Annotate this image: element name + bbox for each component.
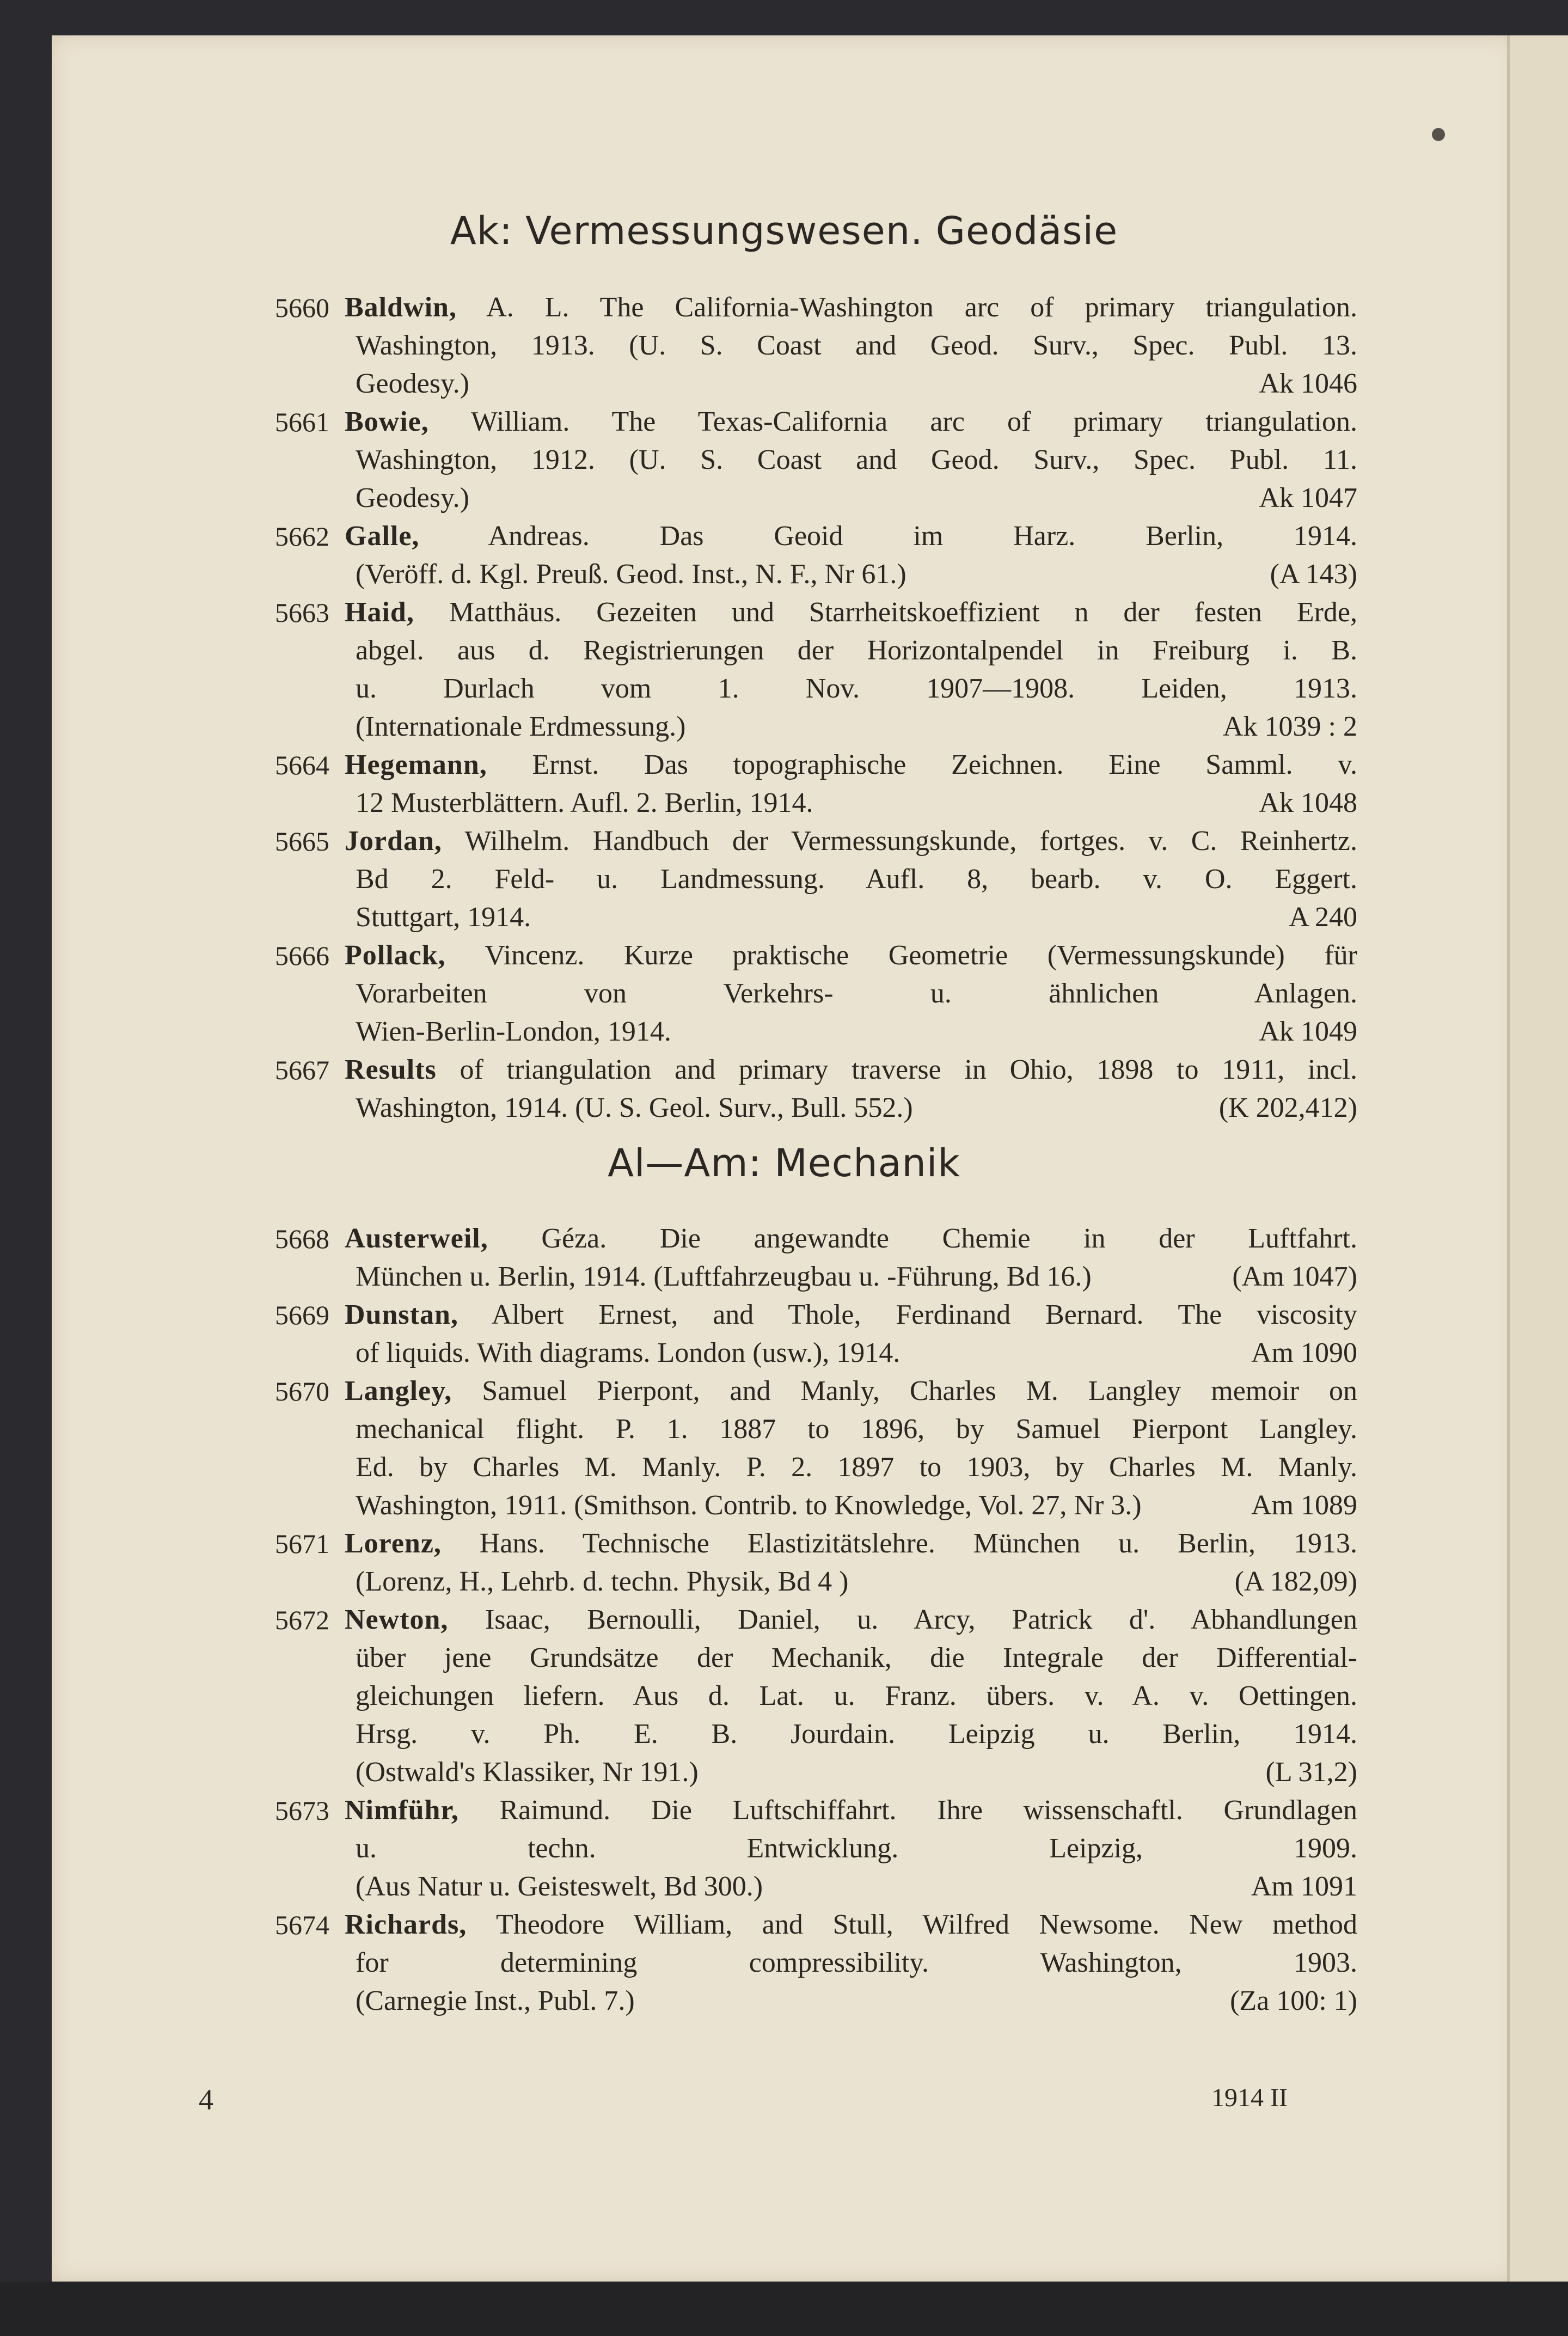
entry-line — [345, 403, 1357, 441]
adjacent-page-edge — [1507, 35, 1568, 2282]
shelf-mark: Ak 1048 — [1259, 787, 1357, 818]
entry-number: 5670 — [275, 1376, 329, 1407]
entry-number: 5663 — [275, 597, 329, 628]
shelf-mark: (Za 100: 1) — [1230, 1985, 1357, 2016]
entry-line — [345, 1525, 1357, 1563]
entry-text: for determining compressibility. Washington, 1903. — [356, 1947, 1357, 1978]
entry-text: Isaac, Bernoulli, Daniel, u. Arcy, Patrick d'. Abhandlungen — [485, 1604, 1357, 1635]
entry-number: 5671 — [275, 1528, 329, 1559]
entry-author: Richards, — [345, 1909, 467, 1940]
entry-text: mechanical flight. P. 1. 1887 to 1896, by Samuel Pierpont Langley. — [356, 1414, 1357, 1445]
entry-line — [356, 441, 1357, 479]
background-strip — [0, 2282, 1568, 2336]
entry-line — [356, 1982, 1357, 2020]
entry-author: Baldwin, — [345, 292, 457, 323]
shelf-mark: (A 143) — [1270, 559, 1357, 590]
entry-text: Stuttgart, 1914. — [356, 902, 531, 933]
entry-text: Bd 2. Feld- u. Landmessung. Aufl. 8, bearb. v. O. Eggert. — [356, 864, 1357, 895]
entry-number: 5668 — [275, 1224, 329, 1254]
entry-line — [356, 708, 1357, 746]
entry-text: 12 Musterblättern. Aufl. 2. Berlin, 1914. — [356, 787, 813, 818]
entry-line — [356, 1089, 1357, 1127]
entry-text: Géza. Die angewandte Chemie in der Luftfahrt. — [541, 1223, 1357, 1254]
entry-author: Pollack, — [345, 940, 446, 971]
entry-text: abgel. aus d. Registrierungen der Horizontalpendel in Freiburg i. B. — [356, 635, 1357, 666]
entry-line — [356, 1753, 1357, 1791]
entry-line — [356, 632, 1357, 670]
entry-text: (Internationale Erdmessung.) — [356, 711, 686, 742]
entry-author: Jordan, — [345, 825, 442, 857]
entry-line — [356, 1410, 1357, 1448]
entry-author: Dunstan, — [345, 1299, 458, 1330]
entry-text: u. Durlach vom 1. Nov. 1907—1908. Leiden, 1913. — [356, 673, 1357, 704]
entry-line — [345, 1372, 1357, 1410]
entry-text: Albert Ernest, and Thole, Ferdinand Bernard. The viscosity — [491, 1299, 1357, 1330]
entry-author: Lorenz, — [345, 1528, 442, 1559]
entry-text: Theodore William, and Stull, Wilfred Newsome. New method — [495, 1909, 1357, 1940]
entry-number: 5674 — [275, 1910, 329, 1940]
document-page — [52, 35, 1516, 2282]
entry-text: Washington, 1913. (U. S. Coast and Geod. Surv., Spec. Publ. 13. — [356, 330, 1357, 361]
entry-text: of liquids. With diagrams. London (usw.), 1914. — [356, 1337, 901, 1368]
entry-number: 5662 — [275, 521, 329, 552]
entry-line — [356, 1715, 1357, 1753]
entry-line — [345, 1051, 1357, 1089]
entry-author: Results — [345, 1054, 437, 1085]
entry-line — [345, 1296, 1357, 1334]
entry-text: (Veröff. d. Kgl. Preuß. Geod. Inst., N. F., Nr 61.) — [356, 559, 906, 590]
entry-line — [356, 365, 1357, 403]
entry-author: Austerweil, — [345, 1223, 488, 1254]
entry-text: München u. Berlin, 1914. (Luftfahrzeugbau u. -Führung, Bd 16.) — [356, 1261, 1092, 1292]
entry-line — [356, 1448, 1357, 1487]
entry-text: (Aus Natur u. Geisteswelt, Bd 300.) — [356, 1871, 763, 1902]
entry-line — [356, 1868, 1357, 1906]
shelf-mark: Ak 1046 — [1259, 368, 1357, 399]
entry-number: 5664 — [275, 750, 329, 780]
entry-text: Samuel Pierpont, and Manly, Charles M. Langley memoir on — [482, 1375, 1357, 1407]
entry-author: Newton, — [345, 1604, 449, 1635]
entry-line — [356, 1677, 1357, 1715]
entry-text: Ed. by Charles M. Manly. P. 2. 1897 to 1903, by Charles M. Manly. — [356, 1452, 1357, 1483]
entry-author: Galle, — [345, 521, 420, 552]
entry-number: 5660 — [275, 292, 329, 323]
entry-text: Andreas. Das Geoid im Harz. Berlin, 1914. — [488, 521, 1357, 552]
entry-number: 5672 — [275, 1605, 329, 1635]
entry-text: Matthäus. Gezeiten und Starrheitskoeffizient n der festen Erde, — [449, 597, 1357, 628]
entry-number: 5666 — [275, 940, 329, 971]
section-heading-surveying: Ak: Vermessungswesen. Geodäsie — [450, 209, 1118, 253]
entry-author: Bowie, — [345, 406, 429, 437]
shelf-mark: A 240 — [1289, 902, 1357, 933]
entry-number: 5661 — [275, 407, 329, 437]
shelf-mark: Ak 1047 — [1259, 482, 1357, 513]
entry-text: Washington, 1911. (Smithson. Contrib. to Knowledge, Vol. 27, Nr 3.) — [356, 1490, 1142, 1521]
shelf-mark: Am 1091 — [1251, 1871, 1357, 1902]
entry-text: (Carnegie Inst., Publ. 7.) — [356, 1985, 635, 2016]
entry-line — [345, 937, 1357, 975]
entry-line — [356, 975, 1357, 1013]
shelf-mark: (L 31,2) — [1265, 1757, 1357, 1788]
entry-line — [356, 327, 1357, 365]
entry-author: Haid, — [345, 597, 414, 628]
entry-text: Hans. Technische Elastizitätslehre. München u. Berlin, 1913. — [479, 1528, 1357, 1559]
entry-line — [345, 289, 1357, 327]
entry-text: Wilhelm. Handbuch der Vermessungskunde, fortges. v. C. Reinhertz. — [464, 825, 1357, 857]
entry-text: William. The Texas-California arc of primary triangulation. — [471, 406, 1357, 437]
entry-line — [345, 1906, 1357, 1944]
entry-text: Geodesy.) — [356, 482, 469, 513]
shelf-mark: Ak 1039 : 2 — [1223, 711, 1357, 742]
entry-text: Ernst. Das topographische Zeichnen. Eine Samml. v. — [532, 749, 1357, 780]
shelf-mark: (Am 1047) — [1232, 1261, 1357, 1292]
entry-line — [345, 1791, 1357, 1830]
shelf-mark: Am 1089 — [1251, 1490, 1357, 1521]
entry-line — [356, 479, 1357, 517]
page-content — [52, 35, 1516, 2282]
shelf-mark: (K 202,412) — [1218, 1092, 1357, 1123]
entry-text: Wien-Berlin-London, 1914. — [356, 1016, 671, 1047]
entry-line — [345, 1601, 1357, 1639]
entry-line — [356, 784, 1357, 822]
shelf-mark: Am 1090 — [1251, 1337, 1357, 1368]
entry-author: Hegemann, — [345, 749, 487, 780]
entry-number: 5665 — [275, 826, 329, 857]
shelf-mark: (A 182,09) — [1234, 1566, 1357, 1597]
entry-line — [356, 555, 1357, 594]
punch-hole — [1432, 128, 1445, 141]
entry-line — [356, 1334, 1357, 1372]
entry-text: (Ostwald's Klassiker, Nr 191.) — [356, 1757, 699, 1788]
entry-text: Raimund. Die Luftschiffahrt. Ihre wissenschaftl. Grundlagen — [499, 1795, 1357, 1826]
entry-author: Nimführ, — [345, 1795, 459, 1826]
entry-number: 5667 — [275, 1055, 329, 1085]
entry-line — [345, 1220, 1357, 1258]
entry-text: Geodesy.) — [356, 368, 469, 399]
entry-text: (Lorenz, H., Lehrb. d. techn. Physik, Bd 4 ) — [356, 1566, 849, 1597]
print-mark: 1914 II — [1211, 2083, 1288, 2112]
entry-text: Vincenz. Kurze praktische Geometrie (Vermessungskunde) für — [485, 940, 1357, 971]
entry-line — [356, 1258, 1357, 1296]
entry-text: A. L. The California-Washington arc of primary triangulation. — [486, 292, 1357, 323]
entry-line — [356, 1944, 1357, 1982]
entry-text: of triangulation and primary traverse in Ohio, 1898 to 1911, incl. — [460, 1054, 1357, 1085]
section-heading-mechanics: Al—Am: Mechanik — [608, 1141, 960, 1185]
entry-line — [356, 1487, 1357, 1525]
entry-line — [356, 1639, 1357, 1677]
entry-line — [356, 1563, 1357, 1601]
entry-line — [356, 1830, 1357, 1868]
entry-line — [345, 517, 1357, 555]
entry-number: 5673 — [275, 1795, 329, 1826]
entry-line — [345, 746, 1357, 784]
entry-text: Vorarbeiten von Verkehrs- u. ähnlichen Anlagen. — [356, 978, 1357, 1009]
entry-text: Hrsg. v. Ph. E. B. Jourdain. Leipzig u. Berlin, 1914. — [356, 1719, 1357, 1750]
entry-line — [356, 670, 1357, 708]
entry-text: Washington, 1914. (U. S. Geol. Surv., Bull. 552.) — [356, 1092, 913, 1123]
entry-text: über jene Grundsätze der Mechanik, die Integrale der Differential- — [356, 1642, 1357, 1673]
entry-text: Washington, 1912. (U. S. Coast and Geod. Surv., Spec. Publ. 11. — [356, 444, 1357, 475]
entry-line — [356, 898, 1357, 937]
entry-number: 5669 — [275, 1300, 329, 1330]
entry-line — [356, 1013, 1357, 1051]
entry-line — [345, 822, 1357, 860]
entry-text: u. techn. Entwicklung. Leipzig, 1909. — [356, 1833, 1357, 1864]
page-number: 4 — [199, 2083, 213, 2116]
shelf-mark: Ak 1049 — [1259, 1016, 1357, 1047]
entry-line — [356, 860, 1357, 898]
entry-text: gleichungen liefern. Aus d. Lat. u. Franz. übers. v. A. v. Oettingen. — [356, 1680, 1357, 1711]
entry-line — [345, 594, 1357, 632]
entry-author: Langley, — [345, 1375, 452, 1407]
